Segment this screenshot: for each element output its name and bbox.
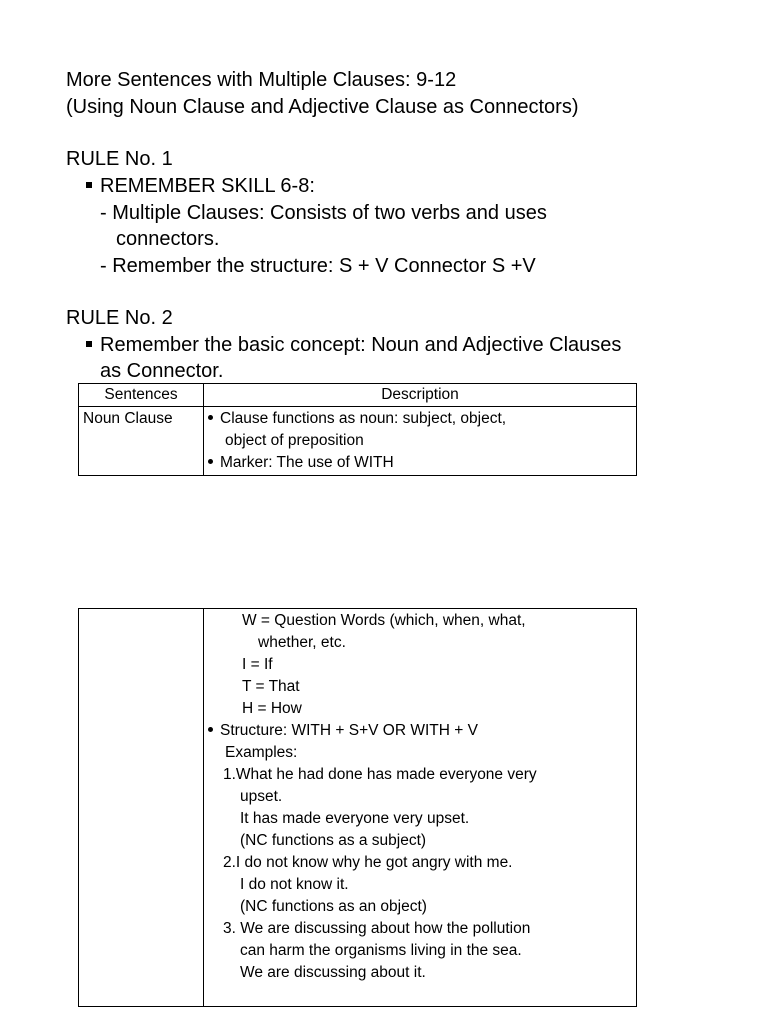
rule-1-dash-1-cont: connectors. [116,228,220,250]
example-1-cont: upset. [240,788,283,805]
rule-2-bullet [86,332,621,358]
structure-text: Structure: WITH + S+V OR WITH + V [220,722,478,739]
example-2-note: (NC functions as an object) [240,898,427,915]
bullet-dot-icon [208,727,213,732]
example-1-note: (NC functions as a subject) [240,832,427,849]
title-line-2: (Using Noun Clause and Adjective Clause as Connectors) [66,96,579,118]
marker-i: I = If [242,656,273,673]
square-bullet-icon [86,341,92,347]
rule-2-bullet-cont: as Connector. [100,360,224,382]
structure-bullet [208,720,632,742]
rule-2-heading: RULE No. 2 [66,307,173,329]
marker-t: T = That [242,678,300,695]
marker-h: H = How [242,700,302,717]
rule-2-bullet-text: Remember the basic concept: Noun and Adjective Clauses [100,334,622,356]
desc-bullet-1 [208,408,632,430]
table-header-row [79,384,637,407]
bullet-dot-icon [208,459,213,464]
rule-1-dash-2: - Remember the structure: S + V Connector S +V [100,255,536,277]
desc-bullet-1-cont: object of preposition [225,432,364,449]
continued-description [204,609,637,1007]
example-3-reduced: We are discussing about it. [240,964,426,981]
bullet-dot-icon [208,415,213,420]
table-row [79,609,637,1007]
row-description [204,407,637,476]
noun-clause-label: Noun Clause [83,410,173,427]
clause-table [78,383,637,476]
clause-table-continued [78,608,637,1007]
title-line-1: More Sentences with Multiple Clauses: 9-12 [66,69,457,91]
example-2: 2.I do not know why he got angry with me. [223,854,513,871]
header-sentences: Sentences [79,384,204,407]
example-3-cont: can harm the organisms living in the sea. [240,942,522,959]
example-1: 1.What he had done has made everyone very [223,766,537,783]
row-label-noun-clause [79,407,204,476]
example-2-reduced: I do not know it. [240,876,349,893]
desc-text: Marker: The use of WITH [220,454,394,471]
empty-label-cell [79,609,204,1007]
table-row [79,407,637,476]
example-1-reduced: It has made everyone very upset. [240,810,470,827]
desc-text: Clause functions as noun: subject, object, [220,410,507,427]
examples-label: Examples: [225,744,298,761]
square-bullet-icon [86,182,92,188]
header-description: Description [204,384,637,407]
rule-1-bullet-text: REMEMBER SKILL 6-8: [100,175,315,197]
marker-w-cont: whether, etc. [258,634,346,651]
example-3: 3. We are discussing about how the pollution [223,920,531,937]
rule-1-heading: RULE No. 1 [66,148,173,170]
marker-w: W = Question Words (which, when, what, [242,612,526,629]
rule-1-bullet [86,173,315,199]
desc-bullet-2 [208,452,632,474]
rule-1-dash-1: - Multiple Clauses: Consists of two verbs and uses [100,202,547,224]
